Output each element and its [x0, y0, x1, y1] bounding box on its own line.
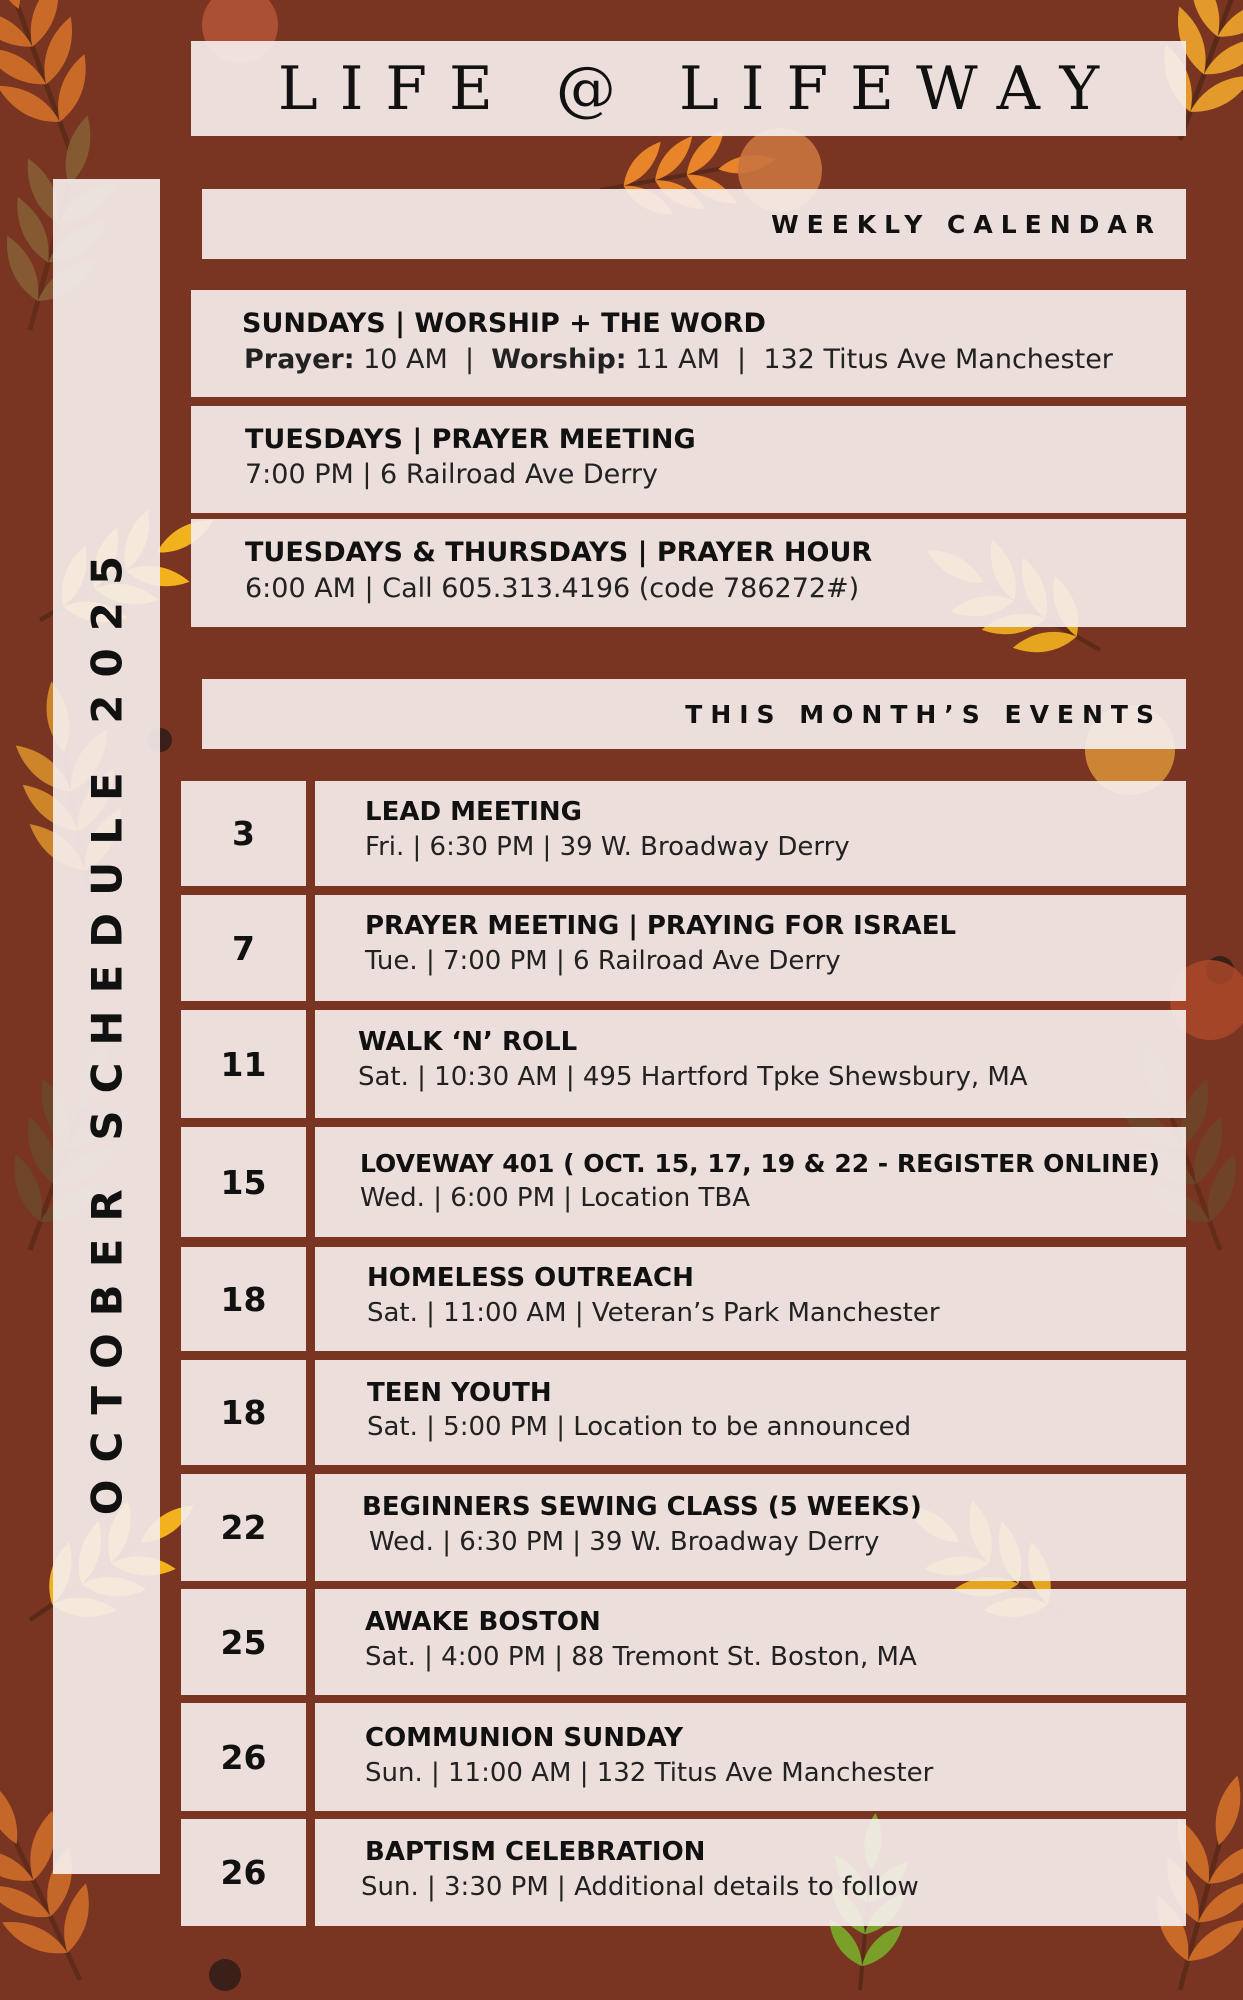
event-item: [315, 1703, 1186, 1811]
weekly-calendar-header: [202, 189, 1186, 259]
event-day: 26: [181, 1703, 306, 1811]
events-heading: THIS MONTH’S EVENTS: [685, 699, 1162, 729]
events-header: [202, 679, 1186, 749]
event-title: PRAYER MEETING | PRAYING FOR ISRAEL: [365, 911, 957, 941]
event-detail: Sun. | 11:00 AM | 132 Titus Ave Manchester: [365, 1758, 934, 1788]
weekly-item-detail: 6:00 AM | Call 605.313.4196 (code 786272#): [245, 573, 860, 604]
event-item: [315, 1819, 1186, 1926]
event-detail: Sat. | 11:00 AM | Veteran’s Park Manchester: [367, 1298, 940, 1328]
event-day: 15: [181, 1127, 306, 1237]
event-detail: Sat. | 10:30 AM | 495 Hartford Tpke Shewsbury, MA: [358, 1062, 1028, 1092]
event-item: [315, 1247, 1186, 1351]
prayer-value: 10 AM |: [354, 344, 492, 375]
event-item: [315, 1010, 1186, 1118]
event-day: 25: [181, 1589, 306, 1695]
schedule-title: OCTOBER SCHEDULE 2025: [82, 538, 131, 1515]
weekly-item: [191, 406, 1186, 513]
weekly-item-detail: [244, 344, 1113, 375]
weekly-item-title: TUESDAYS & THURSDAYS | PRAYER HOUR: [245, 537, 873, 568]
event-detail: Tue. | 7:00 PM | 6 Railroad Ave Derry: [365, 946, 841, 976]
event-title: WALK ‘N’ ROLL: [358, 1027, 578, 1057]
weekly-item-title: SUNDAYS | WORSHIP + THE WORD: [242, 308, 766, 339]
event-detail: Fri. | 6:30 PM | 39 W. Broadway Derry: [365, 832, 850, 862]
event-title: LEAD MEETING: [365, 797, 582, 827]
event-day: 7: [181, 895, 306, 1001]
weekly-item-detail: 7:00 PM | 6 Railroad Ave Derry: [245, 459, 658, 490]
event-item: [315, 1474, 1186, 1581]
event-day: 26: [181, 1819, 306, 1926]
event-item: [315, 895, 1186, 1001]
event-day: 18: [181, 1360, 306, 1465]
event-title: LOVEWAY 401 ( OCT. 15, 17, 19 & 22 - REGISTER ONLINE): [360, 1149, 1160, 1178]
weekly-item: [191, 519, 1186, 627]
page-title: LIFE @ LIFEWAY: [277, 53, 1122, 124]
sidebar-banner: [53, 179, 160, 1874]
weekly-item-title: TUESDAYS | PRAYER MEETING: [245, 424, 696, 455]
weekly-item: [191, 290, 1186, 397]
worship-label: Worship:: [491, 344, 627, 375]
event-day: 18: [181, 1247, 306, 1351]
title-banner: [191, 41, 1186, 136]
event-day: 22: [181, 1474, 306, 1581]
event-title: BAPTISM CELEBRATION: [365, 1837, 706, 1867]
weekly-calendar-heading: WEEKLY CALENDAR: [771, 209, 1162, 239]
event-detail: Wed. | 6:00 PM | Location TBA: [360, 1183, 751, 1213]
event-item: [315, 1589, 1186, 1695]
event-detail: Wed. | 6:30 PM | 39 W. Broadway Derry: [369, 1527, 880, 1557]
event-title: TEEN YOUTH: [367, 1378, 552, 1408]
event-title: HOMELESS OUTREACH: [367, 1263, 694, 1293]
event-detail: Sat. | 5:00 PM | Location to be announced: [367, 1412, 912, 1442]
prayer-label: Prayer:: [244, 344, 355, 375]
worship-value: 11 AM | 132 Titus Ave Manchester: [626, 344, 1113, 375]
event-title: AWAKE BOSTON: [365, 1607, 601, 1637]
event-item: [315, 781, 1186, 886]
event-title: COMMUNION SUNDAY: [365, 1723, 684, 1753]
event-day: 3: [181, 781, 306, 886]
event-title: BEGINNERS SEWING CLASS (5 WEEKS): [362, 1492, 922, 1522]
event-item: [315, 1360, 1186, 1465]
event-item: [315, 1127, 1186, 1237]
event-detail: Sun. | 3:30 PM | Additional details to follow: [361, 1872, 919, 1902]
event-day: 11: [181, 1010, 306, 1118]
event-detail: Sat. | 4:00 PM | 88 Tremont St. Boston, MA: [365, 1642, 917, 1672]
